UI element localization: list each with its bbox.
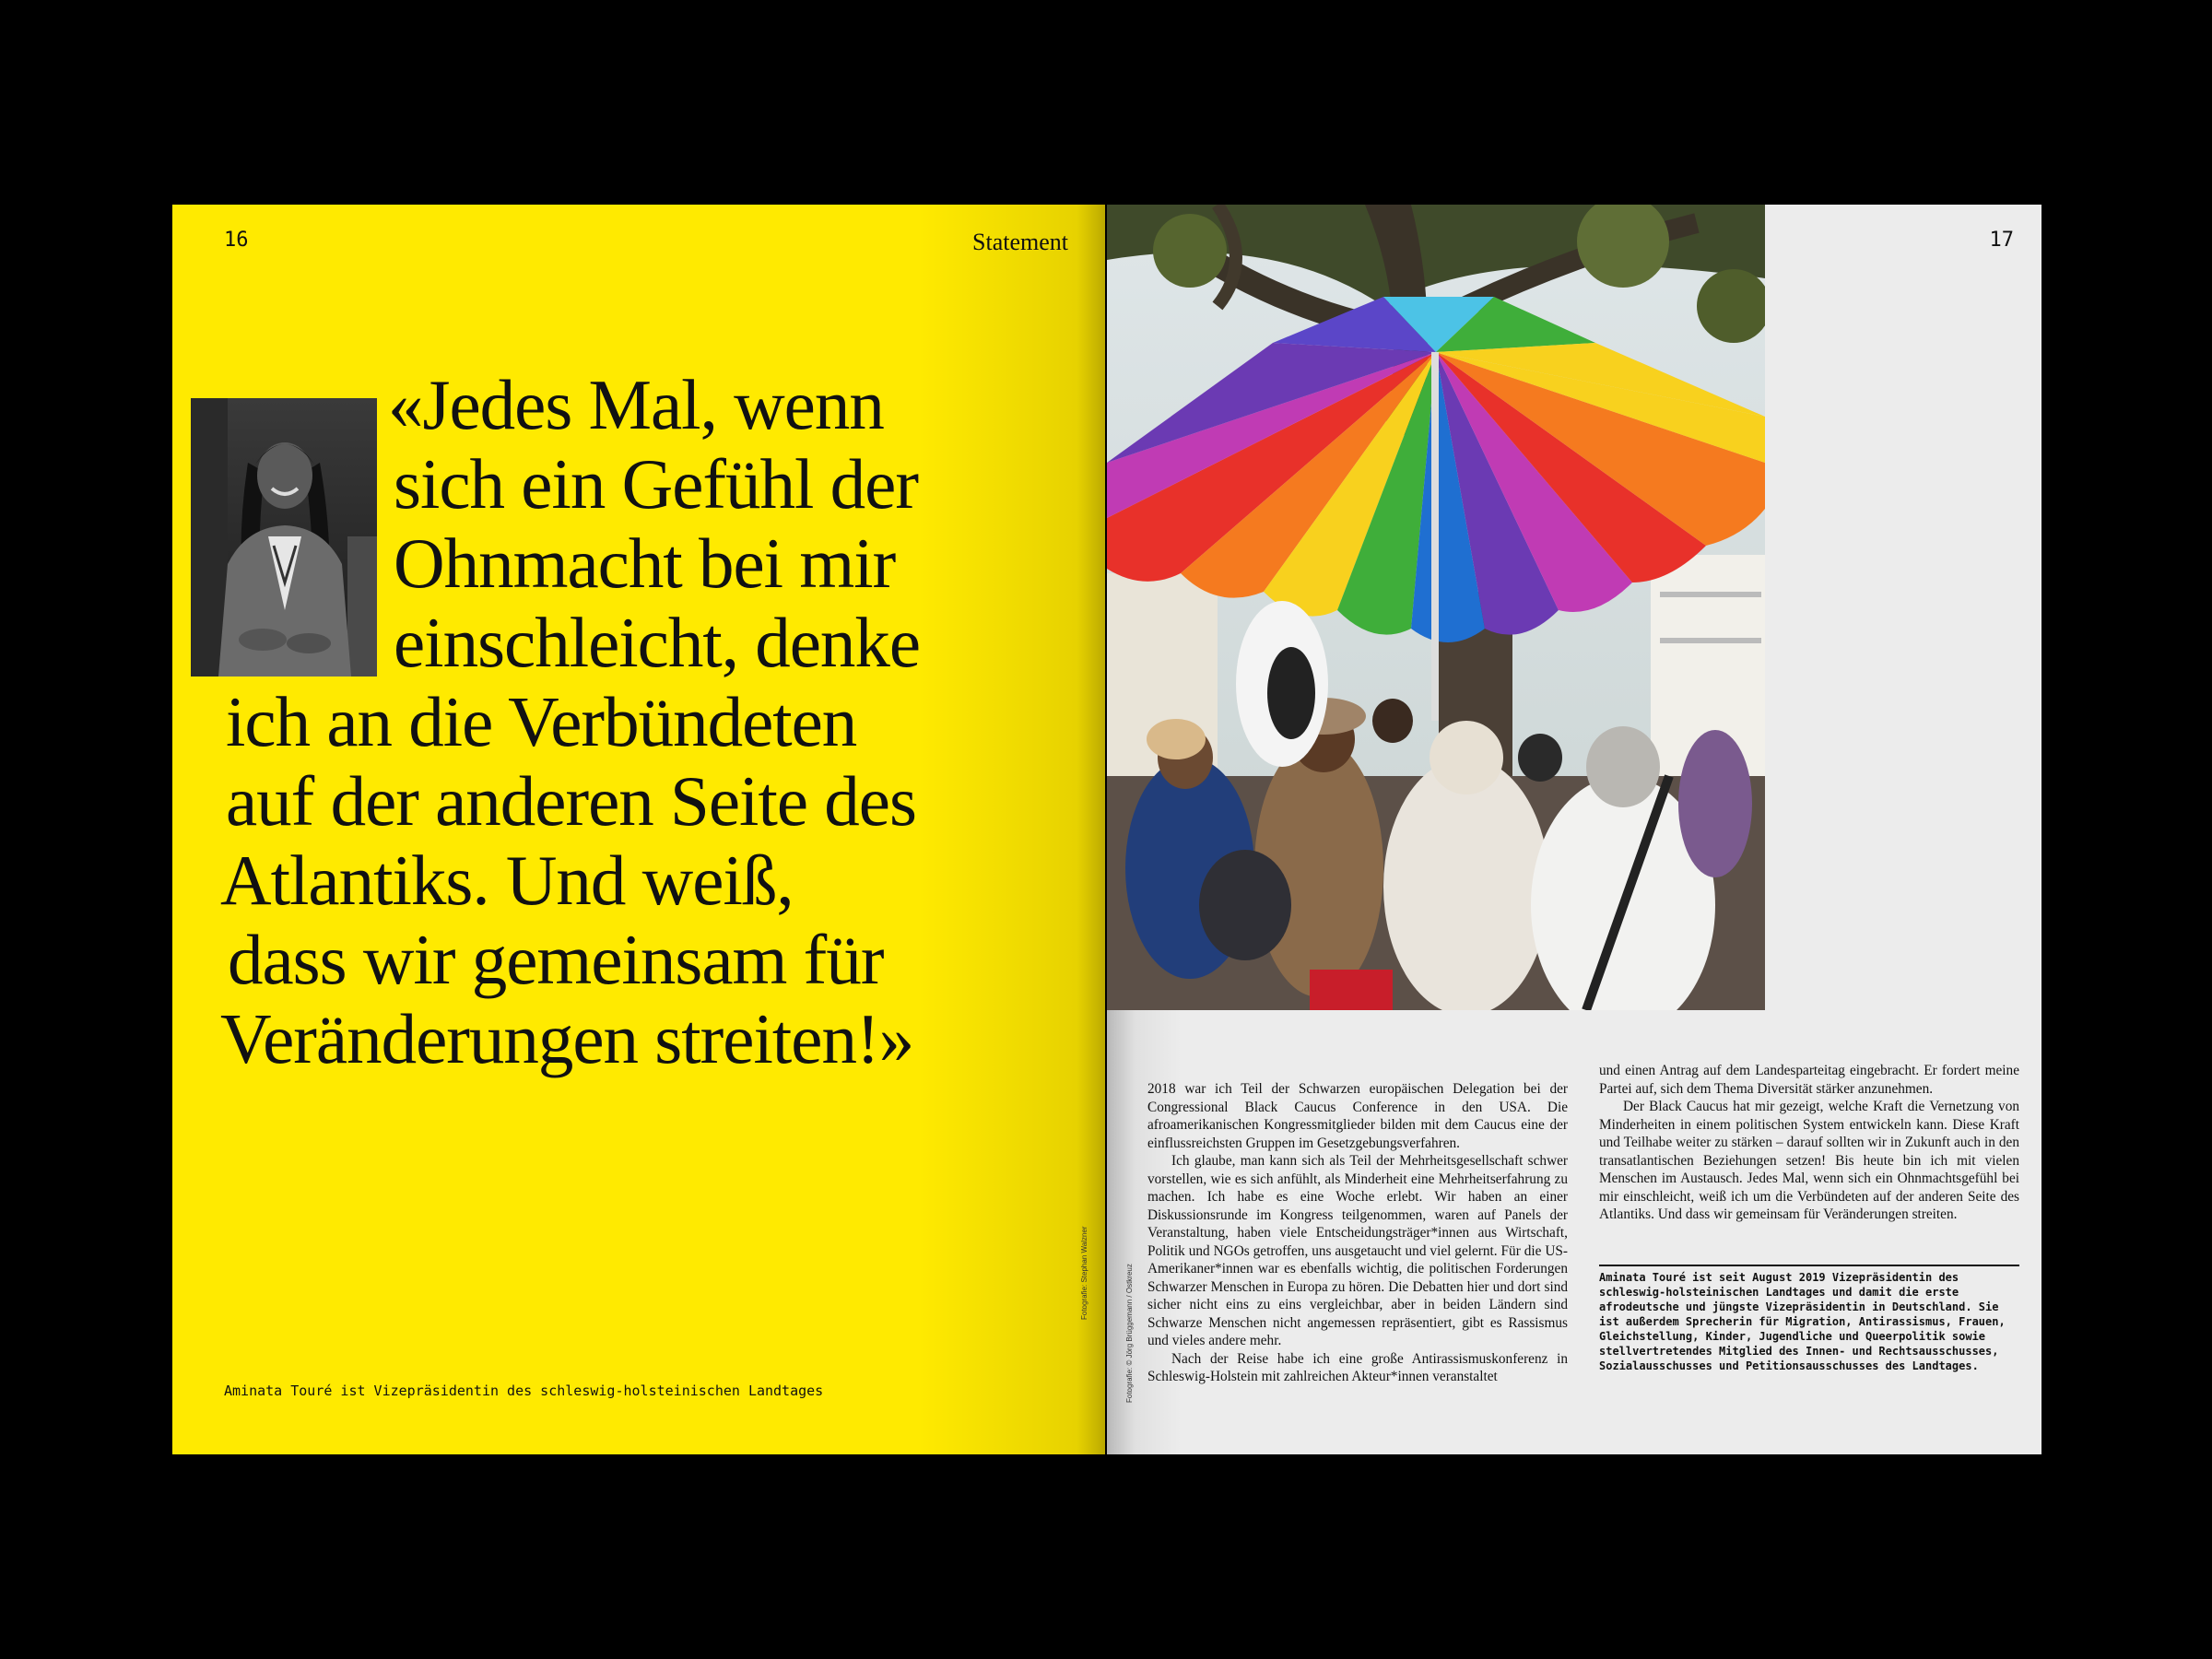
page-number-left: 16 [224,229,249,252]
magazine-spread [172,205,2041,1454]
article-paragraph: Nach der Reise habe ich eine große Antirassismuskonferenz in Schleswig-Holstein mit zahlreichen Akteur*innen veranstaltet [1147,1350,1568,1384]
photo-credit-right: Fotografie: © Jörg Brüggemann / Ostkreuz [1125,1264,1134,1403]
article-column-1 [1147,1080,1568,1386]
quote-line: auf der anderen Seite des [226,761,916,841]
article-paragraph: und einen Antrag auf dem Landesparteitag eingebracht. Er fordert meine Partei auf, sich dem Thema Diversität stärker anzunehmen. [1599,1063,2019,1097]
portrait-caption: Aminata Touré ist Vizepräsidentin des schleswig-holsteinischen Landtages [224,1382,824,1399]
quote-line: Ohnmacht bei mir [394,524,896,603]
quote-line: einschleicht, denke [394,603,921,682]
quote-line: dass wir gemeinsam für [228,920,884,999]
quote-line: sich ein Gefühl der [394,444,918,524]
pull-quote [220,365,1068,1078]
bio-divider [1599,1265,2019,1266]
article-column-2 [1599,1062,2019,1224]
photo-credit-left: Fotografie: Stephan Walzner [1080,1226,1088,1320]
section-label: Statement [972,229,1068,255]
article-paragraph: Ich glaube, man kann sich als Teil der Mehrheitsgesellschaft schwer vorstellen, wie es sich anfühlt, als Minderheit eine Mehrheitserfahrung zu machen. Ich habe es eine Woche erlebt. Wir haben an einer Diskussionsrunde im Kongress teilgenommen, waren auf Panels der Veranstaltung, haben viele Entscheidungsträger*innen aus Wirtschaft, Politik und NGOs getroffen, uns ausgetaucht und viel gelernt. Für die US-Amerikaner*innen war es ebenfalls wichtig, die politischen Forderungen Schwarzer Menschen in Europa zu hören. Die Debatten hier und dort sind sicher nicht eins zu eins vergleichbar, aber in beiden Ländern sind Schwarze Menschen nicht angemessen repräsentiert, gibt es Rassismus und vieles andere mehr. [1147,1153,1568,1348]
quote-line: Atlantiks. Und weiß, [220,841,794,920]
quote-line: Veränderungen streiten!» [220,999,914,1078]
article-paragraph: Der Black Caucus hat mir gezeigt, welche Kraft die Vernetzung von Minderheiten in einem politischen System entwickeln kann. Diese Kraft und Teilhabe weiter zu stärken – darauf sollten wir in Zukunft auch in den transatlantischen Beziehungen setzen! Bis heute bin ich mit vielen Menschen im Austausch. Jedes Mal, wenn sich ein Ohnmachtsgefühl bei mir einschleicht, weiß ich um die Verbündeten auf der anderen Seite des Atlantiks. Und dass wir gemeinsam für Veränderungen streiten. [1599,1099,2019,1222]
quote-line: «Jedes Mal, wenn [388,365,884,444]
right-page [1107,205,2041,1454]
page-number-right: 17 [1989,229,2014,252]
article-paragraph: 2018 war ich Teil der Schwarzen europäischen Delegation bei der Congressional Black Caucus Conference in den USA. Die afroamerikanischen Kongressmitglieder bilden mit dem Caucus eine der einflussreichsten Gruppen im Gesetzgebungsverfahren. [1147,1081,1568,1151]
author-bio: Aminata Touré ist seit August 2019 Vizepräsidentin des schleswig-holsteinischen Landtages und damit die erste afrodeutsche und jüngste Vizepräsidentin in Deutschland. Sie ist außerdem Sprecherin für Migration, Antirassismus, Frauen, Gleichstellung, Kinder, Jugendliche und Queerpolitik sowie stellvertretendes Mitglied des Innen- und Rechtsausschusses, Sozialausschusses und Petitionsausschusses des Landtages. [1599,1271,2006,1372]
parade-umbrella-photo [1107,205,1765,1010]
left-page [172,205,1105,1454]
quote-line: ich an die Verbündeten [226,682,857,761]
